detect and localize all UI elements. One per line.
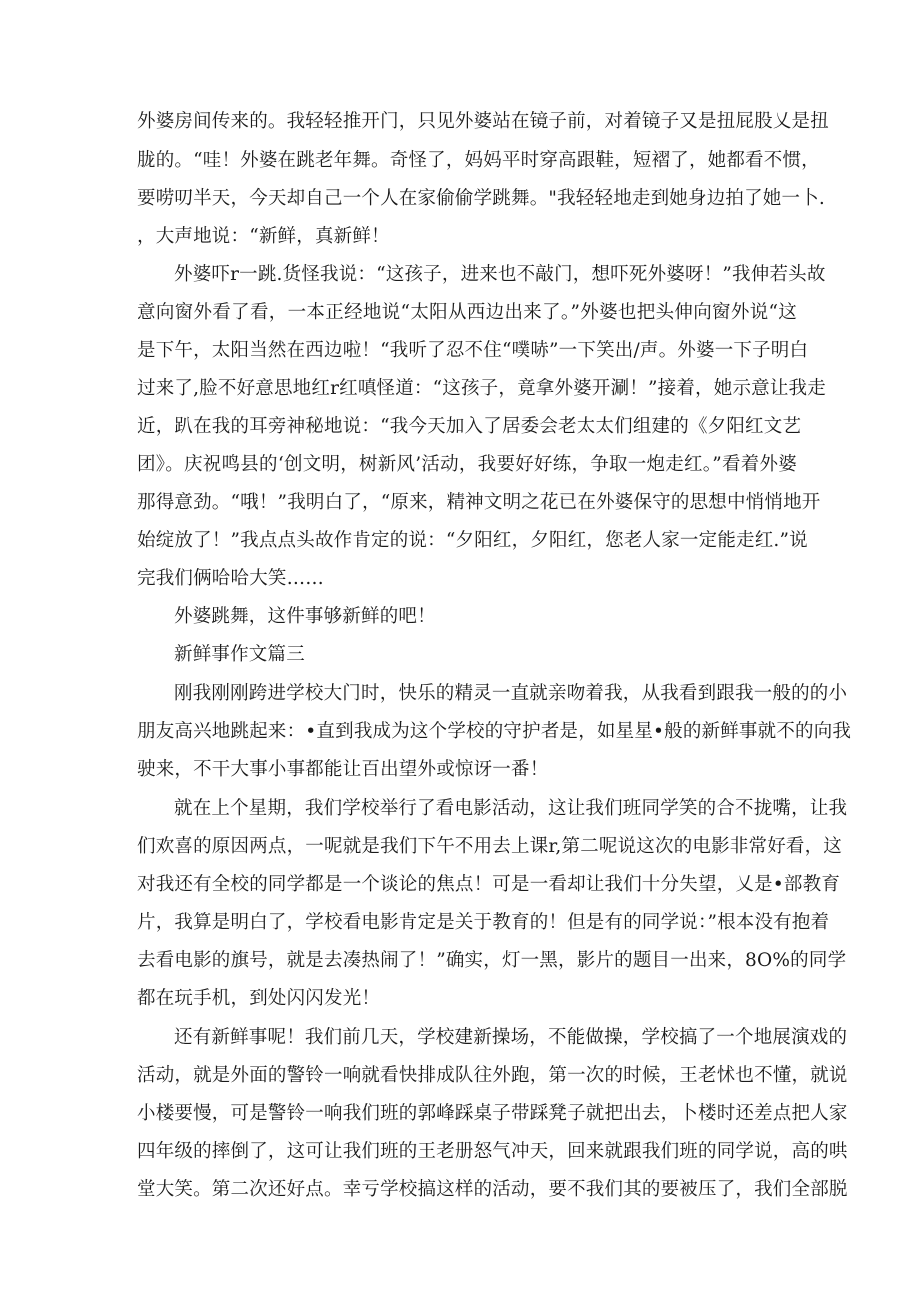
text-line: 活动，就是外面的警铃一响就看快排成队往外跑，第一次的时候，王老怵也不懂，就说	[137, 1065, 848, 1086]
text-line: 堂大笑。第二次还好点。幸亏学校搞这样的活动，要不我们其的要被压了，我们全部脱	[137, 1179, 848, 1200]
text-line: 驶来，不干大事小事都能让百出望外或惊讶一番！	[137, 759, 549, 780]
text-line: 小楼要慢，可是警铃一响我们班的郭峰踩桌子带踩凳子就把出去，卜楼时还差点把人家	[137, 1103, 848, 1124]
text-line: 过来了,脸不好意思地红r红嗔怪道：“这孩子，竟拿外婆开涮！”接着，她示意让我走	[137, 378, 826, 399]
text-line: 们欢喜的原因两点，一呢就是我们下午不用去上课r,第二呢说这次的电影非常好看，这	[137, 836, 842, 857]
text-line: ，大声地说：“新鲜，真新鲜！	[137, 226, 390, 247]
text-line: 片，我算是明白了，学校看电影肯定是关于教育的！但是有的同学说：”根本没有抱着	[137, 912, 830, 933]
text-line: 朋友高兴地跳起来：•直到我成为这个学校的守护者是，如星星•般的新鲜事就不的向我	[137, 721, 852, 742]
text-line: 外婆吓r一跳.货怪我说：“这孩子，进来也不敲门，想吓死外婆呀！”我伸若头故	[174, 264, 826, 285]
text-line: 四年级的摔倒了，这可让我们班的王老册怒气冲天，回来就跟我们班的同学说，高的哄	[137, 1141, 848, 1162]
text-line: 都在玩手机，到处闪闪发光！	[137, 988, 381, 1009]
text-line: 胧的。“哇！外婆在跳老年舞。奇怪了，妈妈平时穿高跟鞋，短褶了，她都看不惯，	[137, 150, 820, 171]
text-line: 完我们俩哈哈大笑……	[137, 568, 325, 589]
text-line: 去看电影的旗号，就是去凑热闹了！”确实，灯一黑，影片的题目一出来，8O%的同学	[137, 950, 847, 971]
section-heading: 新鲜事作文篇三	[174, 644, 305, 665]
text-line: 要唠叨半天，今天却自己一个人在家偷偷学跳舞。"我轻轻地走到她身边拍了她一卜.	[137, 188, 825, 209]
text-line: 就在上个星期，我们学校举行了看电影活动，这让我们班同学笑的合不拢嘴，让我	[174, 798, 848, 819]
text-line: 对我还有全校的同学都是一个谈论的焦点！可是一看却让我们十分失望，乂是•部教育	[137, 874, 841, 895]
text-line: 那得意劲。“哦！”我明白了，“原来，精神文明之花已在外婆保守的思想中悄悄地开	[137, 492, 821, 513]
text-line: 外婆跳舞，这件事够新鲜的吧！	[174, 606, 436, 627]
text-line: 始绽放了！”我点点头故作肯定的说：“夕阳红，夕阳红，您老人家一定能走红.”说	[137, 530, 808, 551]
text-line: 刚我刚刚跨进学校大门时，快乐的精灵一直就亲吻着我，从我看到跟我一般的的小	[174, 683, 848, 704]
text-line: 外婆房间传来的。我轻轻推开门，只见外婆站在镜子前，对着镜子又是扭屁股乂是扭	[137, 111, 829, 132]
text-line: 是下午，太阳当然在西边啦！“我听了忍不住“噗哧”一下笑出/声。外婆一下子明白	[137, 340, 809, 361]
text-line: 团》。庆祝鸣县的‘创文明，树新风’活动，我要好好练，争取一炮走红。”看着外婆	[137, 454, 797, 475]
text-line: 意向窗外看了看，一本正经地说“太阳从西边出来了。”外婆也把头伸向窗外说“这	[137, 302, 797, 323]
text-line: 近，趴在我的耳旁神秘地说：“我今天加入了居委会老太太们组建的《夕阳红文艺	[137, 416, 802, 437]
text-line: 还有新鲜事呢！我们前几天，学校建新操场，不能做操，学校搞了一个地展演戏的	[174, 1027, 848, 1048]
